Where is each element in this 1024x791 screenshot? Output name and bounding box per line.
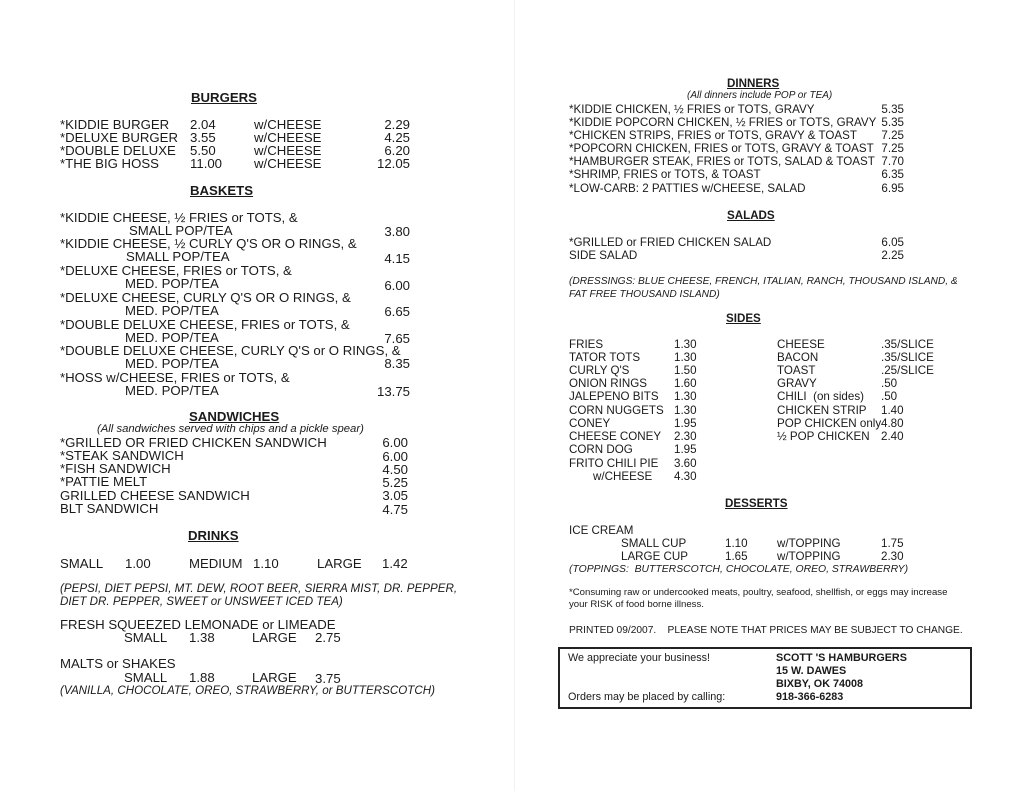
side-price: 1.50 xyxy=(674,364,697,377)
orders-text: Orders may be placed by calling: xyxy=(568,691,726,703)
side-name: w/CHEESE xyxy=(593,470,653,483)
dinner-name: *SHRIMP, FRIES or TOTS, & TOAST xyxy=(569,168,761,181)
basket-line2: MED. POP/TEA xyxy=(125,330,219,345)
basket-line1: *DELUXE CHEESE, CURLY Q'S OR O RINGS, & xyxy=(60,290,351,305)
sandwich-price: 3.05 xyxy=(382,488,408,503)
sandwich-name: *FISH SANDWICH xyxy=(60,461,171,476)
dinner-name: *LOW-CARB: 2 PATTIES w/CHEESE, SALAD xyxy=(569,182,806,195)
malts-small-label: SMALL xyxy=(124,670,168,685)
drink-size-label: LARGE xyxy=(317,556,362,571)
side-name: TATOR TOTS xyxy=(569,351,641,364)
basket-line2: SMALL POP/TEA xyxy=(126,249,230,264)
toppings-note: (TOPPINGS: BUTTERSCOTCH, CHOCOLATE, OREO, STRAWBERRY) xyxy=(569,564,909,575)
basket-line1: *DOUBLE DELUXE CHEESE, FRIES or TOTS, & xyxy=(60,317,350,332)
burger-option: w/CHEESE xyxy=(254,143,322,158)
side-name: CORN DOG xyxy=(569,443,633,456)
sandwich-name: *GRILLED OR FRIED CHICKEN SANDWICH xyxy=(60,435,327,450)
dinner-price: 7.70 xyxy=(881,155,904,168)
drink-size-label: SMALL xyxy=(60,556,104,571)
burger-price: 11.00 xyxy=(190,156,223,171)
side-name: CORN NUGGETS xyxy=(569,404,664,417)
dessert-option-price: 1.75 xyxy=(881,537,904,550)
burger-option: w/CHEESE xyxy=(254,117,322,132)
basket-line1: *KIDDIE CHEESE, ½ CURLY Q'S OR O RINGS, & xyxy=(60,236,357,251)
contact-info-box xyxy=(558,647,972,709)
burger-price: 2.04 xyxy=(190,117,216,132)
malts-large-price: 3.75 xyxy=(315,671,341,686)
side-price: 1.30 xyxy=(674,338,697,351)
sandwich-name: GRILLED CHEESE SANDWICH xyxy=(60,488,250,503)
lemonade-large-price: 2.75 xyxy=(315,630,341,645)
dinner-price: 7.25 xyxy=(881,129,904,142)
dinner-price: 7.25 xyxy=(881,142,904,155)
basket-price: 6.65 xyxy=(384,304,410,319)
burger-price: 3.55 xyxy=(190,130,216,145)
side-price: 1.95 xyxy=(674,443,697,456)
dessert-price: 1.65 xyxy=(725,550,748,563)
salads-heading: SALADS xyxy=(727,209,775,222)
dinner-price: 5.35 xyxy=(881,116,904,129)
side-price: .50 xyxy=(881,390,898,403)
malts-large-label: LARGE xyxy=(252,670,297,685)
salad-name: SIDE SALAD xyxy=(569,249,638,262)
side-price: .35/SLICE xyxy=(881,351,934,364)
printed-note: PRINTED 09/2007. PLEASE NOTE THAT PRICES MAY BE SUBJECT TO CHANGE. xyxy=(569,625,963,636)
burger-option: w/CHEESE xyxy=(254,130,322,145)
food-safety-warning-line2: your RISK of food borne illness. xyxy=(569,599,704,610)
side-price: 3.60 xyxy=(674,457,697,470)
side-price: 2.30 xyxy=(674,430,697,443)
side-name: TOAST xyxy=(777,364,816,377)
side-name: CHICKEN STRIP xyxy=(777,404,867,417)
dessert-category: ICE CREAM xyxy=(569,524,634,537)
side-price: 1.30 xyxy=(674,404,697,417)
side-name: FRIES xyxy=(569,338,604,351)
side-price: 1.60 xyxy=(674,377,697,390)
burger-name: *KIDDIE BURGER xyxy=(60,117,170,132)
side-price: 4.80 xyxy=(881,417,904,430)
dinner-name: *POPCORN CHICKEN, FRIES or TOTS, GRAVY & TOAST xyxy=(569,142,874,155)
dessert-name: SMALL CUP xyxy=(621,537,687,550)
basket-line1: *DELUXE CHEESE, FRIES or TOTS, & xyxy=(60,263,292,278)
side-price: 1.95 xyxy=(674,417,697,430)
burger-name: *DOUBLE DELUXE xyxy=(60,143,176,158)
drink-flavors-line1: (PEPSI, DIET PEPSI, MT. DEW, ROOT BEER, SIERRA MIST, DR. PEPPER, xyxy=(60,582,458,595)
side-price: 1.40 xyxy=(881,404,904,417)
side-price: 1.30 xyxy=(674,390,697,403)
drink-flavors-line2: DIET DR. PEPPER, SWEET or UNSWEET ICED TEA) xyxy=(60,595,343,608)
dessert-option: w/TOPPING xyxy=(777,550,841,563)
sandwich-price: 4.75 xyxy=(382,502,408,517)
side-price: 1.30 xyxy=(674,351,697,364)
side-price: .25/SLICE xyxy=(881,364,934,377)
side-name: FRITO CHILI PIE xyxy=(569,457,659,470)
dinner-name: *KIDDIE POPCORN CHICKEN, ½ FRIES or TOTS, GRAVY xyxy=(569,116,877,129)
thanks-text: We appreciate your business! xyxy=(568,652,711,664)
desserts-heading: DESSERTS xyxy=(725,497,788,510)
dinner-price: 6.95 xyxy=(881,182,904,195)
basket-line2: MED. POP/TEA xyxy=(125,383,219,398)
burger-name: *THE BIG HOSS xyxy=(60,156,159,171)
basket-price: 7.65 xyxy=(384,331,410,346)
side-name: CHEESE xyxy=(777,338,825,351)
sandwich-name: *STEAK SANDWICH xyxy=(60,448,184,463)
side-name: JALEPENO BITS xyxy=(569,390,659,403)
business-phone: 918-366-6283 xyxy=(776,691,844,703)
dessert-option-price: 2.30 xyxy=(881,550,904,563)
salad-price: 2.25 xyxy=(881,249,904,262)
basket-price: 4.15 xyxy=(384,251,410,266)
dessert-name: LARGE CUP xyxy=(621,550,689,563)
lemonade-small-label: SMALL xyxy=(124,630,168,645)
burger-option-price: 2.29 xyxy=(384,117,410,132)
sandwich-price: 5.25 xyxy=(382,475,408,490)
side-name: BACON xyxy=(777,351,819,364)
side-name: POP CHICKEN only xyxy=(777,417,882,430)
drink-size-label: MEDIUM xyxy=(189,556,243,571)
malts-small-price: 1.88 xyxy=(189,670,215,685)
sandwiches-note: (All sandwiches served with chips and a pickle spear) xyxy=(97,423,364,435)
dinner-name: *KIDDIE CHICKEN, ½ FRIES or TOTS, GRAVY xyxy=(569,103,815,116)
side-name: ONION RINGS xyxy=(569,377,647,390)
salad-price: 6.05 xyxy=(881,236,904,249)
lemonade-small-price: 1.38 xyxy=(189,630,215,645)
basket-line1: *DOUBLE DELUXE CHEESE, CURLY Q'S or O RINGS, & xyxy=(60,343,401,358)
lemonade-name: FRESH SQUEEZED LEMONADE or LIMEADE xyxy=(60,617,336,632)
sandwich-price: 6.00 xyxy=(382,449,408,464)
sandwich-price: 4.50 xyxy=(382,462,408,477)
burger-option: w/CHEESE xyxy=(254,156,322,171)
business-street: 15 W. DAWES xyxy=(776,665,847,677)
dinner-name: *CHICKEN STRIPS, FRIES or TOTS, GRAVY & TOAST xyxy=(569,129,857,142)
sandwich-name: *PATTIE MELT xyxy=(60,474,148,489)
burger-price: 5.50 xyxy=(190,143,216,158)
sandwiches-heading: SANDWICHES xyxy=(189,409,280,424)
side-name: CHEESE CONEY xyxy=(569,430,662,443)
malts-flavors: (VANILLA, CHOCOLATE, OREO, STRAWBERRY, or BUTTERSCOTCH) xyxy=(60,684,435,697)
business-city: BIXBY, OK 74008 xyxy=(776,678,864,690)
malts-name: MALTS or SHAKES xyxy=(60,656,176,671)
side-price: .50 xyxy=(881,377,898,390)
drink-size-price: 1.00 xyxy=(125,556,151,571)
side-price: 4.30 xyxy=(674,470,697,483)
side-price: .35/SLICE xyxy=(881,338,934,351)
dinners-note: (All dinners include POP or TEA) xyxy=(687,90,833,101)
side-name: CURLY Q'S xyxy=(569,364,630,377)
dressings-line1: (DRESSINGS: BLUE CHEESE, FRENCH, ITALIAN, RANCH, THOUSAND ISLAND, & xyxy=(569,276,958,287)
burger-name: *DELUXE BURGER xyxy=(60,130,178,145)
sandwich-price: 6.00 xyxy=(382,435,408,450)
dessert-option: w/TOPPING xyxy=(777,537,841,550)
sides-heading: SIDES xyxy=(726,312,761,325)
side-name: ½ POP CHICKEN xyxy=(777,430,870,443)
basket-line1: *KIDDIE CHEESE, ½ FRIES or TOTS, & xyxy=(60,210,298,225)
basket-line2: MED. POP/TEA xyxy=(125,356,219,371)
basket-price: 8.35 xyxy=(384,356,410,371)
dessert-price: 1.10 xyxy=(725,537,748,550)
side-name: CONEY xyxy=(569,417,611,430)
page-fold-divider xyxy=(514,0,515,791)
basket-price: 6.00 xyxy=(384,278,410,293)
basket-line2: MED. POP/TEA xyxy=(125,276,219,291)
side-name: CHILI (on sides) xyxy=(777,390,864,403)
basket-line2: SMALL POP/TEA xyxy=(129,223,233,238)
basket-price: 3.80 xyxy=(384,224,410,239)
salad-name: *GRILLED or FRIED CHICKEN SALAD xyxy=(569,236,772,249)
dressings-line2: FAT FREE THOUSAND ISLAND) xyxy=(569,289,720,300)
burger-option-price: 4.25 xyxy=(384,130,410,145)
dinner-price: 5.35 xyxy=(881,103,904,116)
lemonade-large-label: LARGE xyxy=(252,630,297,645)
drinks-heading: DRINKS xyxy=(188,528,239,543)
basket-line2: MED. POP/TEA xyxy=(125,303,219,318)
baskets-heading: BASKETS xyxy=(190,183,254,198)
food-safety-warning-line1: *Consuming raw or undercooked meats, poultry, seafood, shellfish, or eggs may increase xyxy=(569,587,948,598)
burgers-heading: BURGERS xyxy=(191,90,257,105)
sandwich-name: BLT SANDWICH xyxy=(60,501,159,516)
side-price: 2.40 xyxy=(881,430,904,443)
burger-option-price: 6.20 xyxy=(384,143,410,158)
basket-price: 13.75 xyxy=(376,384,410,399)
burger-option-price: 12.05 xyxy=(376,156,410,171)
side-name: GRAVY xyxy=(777,377,817,390)
dinner-name: *HAMBURGER STEAK, FRIES or TOTS, SALAD & TOAST xyxy=(569,155,875,168)
business-name: SCOTT 'S HAMBURGERS xyxy=(776,652,907,664)
dinner-price: 6.35 xyxy=(881,168,904,181)
dinners-heading: DINNERS xyxy=(727,77,780,90)
basket-line1: *HOSS w/CHEESE, FRIES or TOTS, & xyxy=(60,370,290,385)
drink-size-price: 1.10 xyxy=(253,556,279,571)
drink-size-price: 1.42 xyxy=(382,556,408,571)
